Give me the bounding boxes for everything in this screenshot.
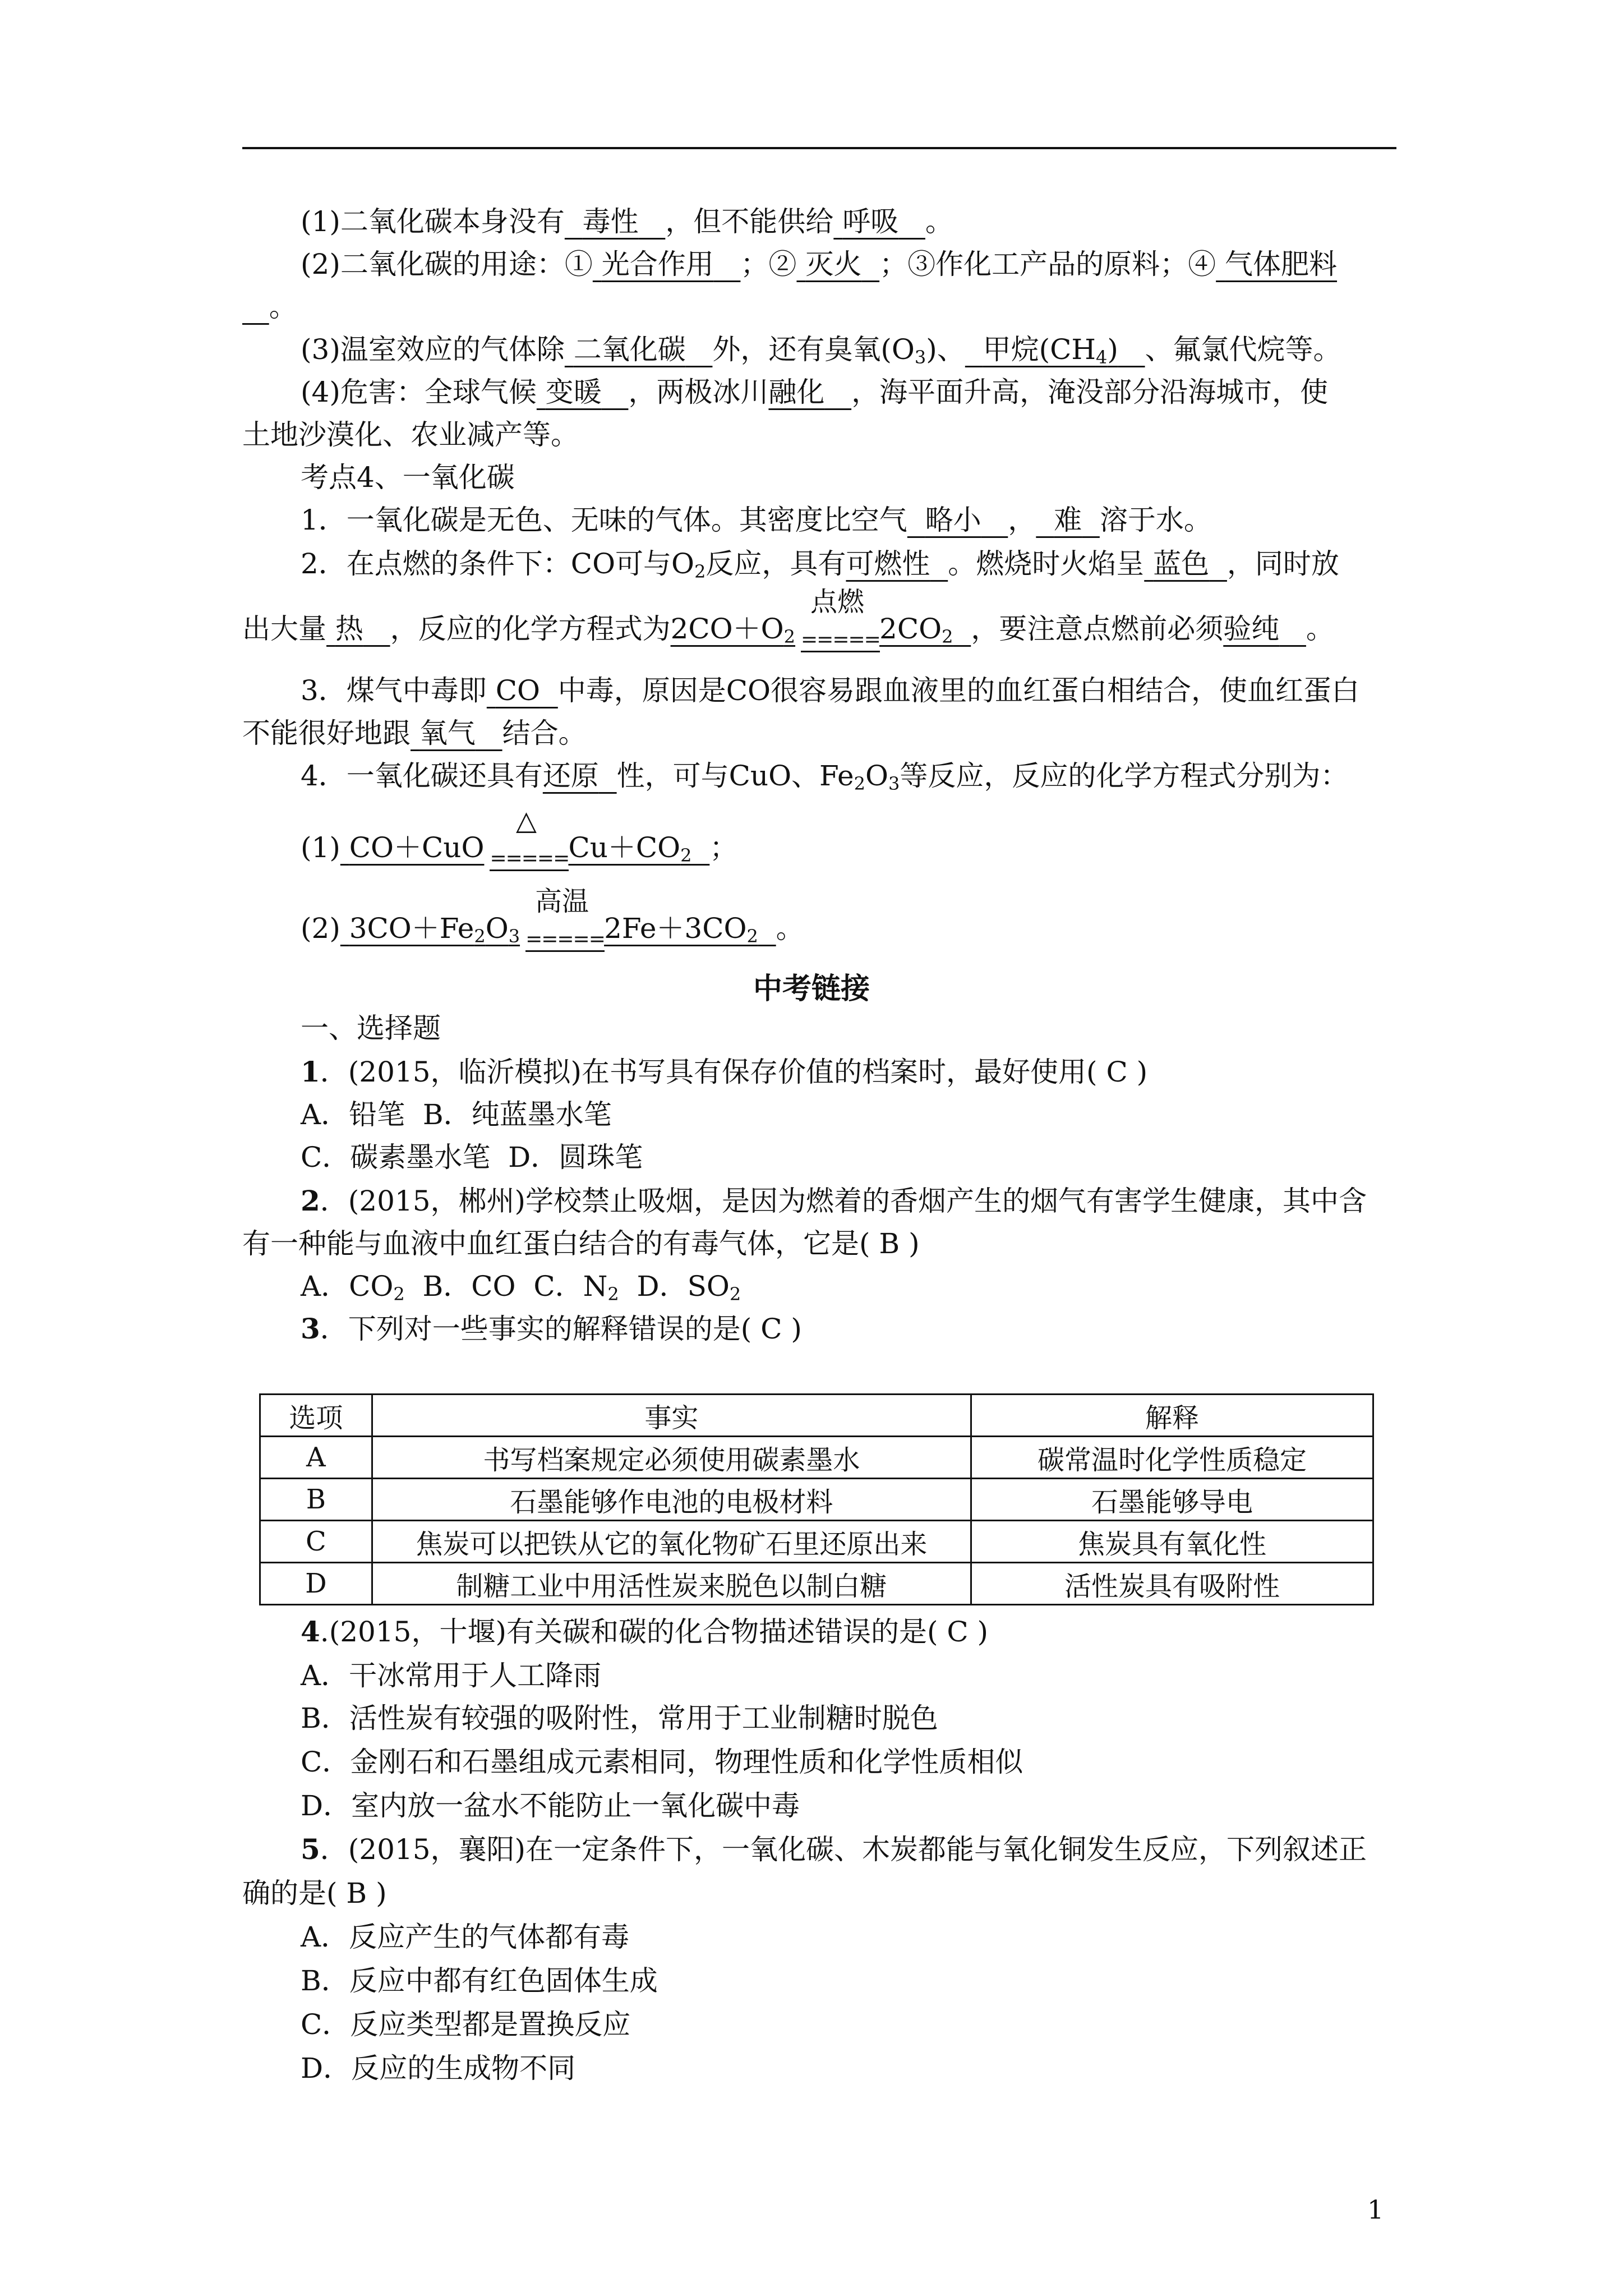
blank-answer: 呼吸: [842, 205, 899, 238]
text: 。燃烧时火焰呈: [948, 547, 1145, 580]
subscript: 3: [914, 347, 926, 368]
blank-answer: [242, 291, 269, 323]
table-cell: 碳常温时化学性质稳定: [971, 1437, 1373, 1479]
text: ；③作化工产品的原料；④: [879, 248, 1216, 280]
text-line-1: [301, 202, 953, 241]
text: 。: [925, 205, 953, 238]
table-cell: 焦炭具有氧化性: [971, 1521, 1373, 1563]
question-number: 4: [301, 1615, 320, 1648]
text: 外，还有臭氧(O: [712, 333, 915, 366]
text: )、: [926, 333, 965, 366]
text: ，要注意点燃前必须: [971, 613, 1224, 645]
blank-answer: 气体肥料: [1225, 248, 1338, 280]
text: 等反应，反应的化学方程式分别为：: [900, 760, 1349, 792]
blank-answer: 甲烷$(CH_4)$: [983, 333, 1118, 368]
option-c: C．反应类型都是置换反应: [301, 2008, 631, 2041]
table-cell: A: [260, 1437, 372, 1479]
reaction-condition: 点燃 =====: [801, 586, 880, 651]
text: 反应，具有: [706, 547, 846, 580]
text: 不能很好地跟: [242, 717, 411, 749]
blank-answer: 变暖: [545, 376, 602, 408]
reaction-condition: △ =====: [490, 805, 569, 870]
text: 4．一氧化碳还具有: [301, 760, 543, 792]
q2-options: [301, 1267, 741, 1314]
text: 2．在点燃的条件下：CO可与O: [301, 547, 695, 580]
text: 。: [1306, 613, 1334, 645]
text: (4)危害：全球气候: [301, 376, 537, 408]
answer: C: [947, 1616, 969, 1648]
text: (2): [301, 912, 340, 945]
table-cell: 石墨能够导电: [971, 1479, 1373, 1521]
text-line-4b: [242, 415, 579, 454]
option-d: D．$SO_2$: [637, 1270, 741, 1305]
text: ，同时放: [1227, 547, 1339, 580]
text: (1)二氧化碳本身没有: [301, 205, 565, 238]
section-title: 中考链接: [753, 972, 870, 1006]
text-line-2: [301, 245, 1337, 284]
text: (1): [301, 831, 340, 864]
question-3: 3．下列对一些事实的解释错误的是( C ): [301, 1312, 802, 1345]
equation: $2CO_2$: [879, 613, 953, 647]
text: ，但不能供给: [665, 205, 834, 238]
blank-answer: 难: [1054, 504, 1082, 536]
text: 中毒，原因是CO很容易跟血液里的血红蛋白相结合，使血红蛋白: [557, 674, 1360, 707]
q1-options-row-2: [301, 1138, 643, 1177]
blank-answer: 可燃性: [846, 547, 930, 580]
question-number: 1: [301, 1055, 320, 1088]
equation: $3CO+Fe_2O_3$: [349, 912, 520, 947]
question-text: .(2015，十堰)有关碳和碳的化合物描述错误的是(: [320, 1616, 938, 1648]
option-a: A．反应产生的气体都有毒: [301, 1921, 630, 1953]
text: (2)二氧化碳的用途：①: [301, 248, 593, 280]
equation: $2Fe+3CO_2$: [604, 912, 758, 947]
text: 出大量: [242, 613, 326, 645]
option-b: B．CO: [422, 1270, 516, 1303]
option-d: D．室内放一盆水不能防止一氧化碳中毒: [301, 1789, 800, 1822]
page-number: 1: [1367, 2194, 1384, 2225]
text: 3．煤气中毒即: [301, 674, 487, 707]
question-2-cont: 有一种能与血液中血红蛋白结合的有毒气体，它是( B ): [242, 1227, 920, 1260]
header-rule: [242, 147, 1396, 149]
blank-answer: 二氧化碳: [573, 333, 686, 366]
table-cell: C: [260, 1521, 372, 1563]
text-line-9: [301, 671, 1359, 710]
text: O: [865, 760, 888, 792]
equation-line-1: [301, 805, 738, 875]
text: 。: [776, 912, 804, 945]
blank-answer: 略小: [925, 504, 981, 536]
blank-answer: 灭火: [805, 248, 862, 280]
option-c: C．碳素墨水笔: [301, 1141, 491, 1174]
option-b: B．纯蓝墨水笔: [422, 1098, 612, 1131]
text-line-3: [301, 330, 1341, 377]
table-header: 解释: [971, 1395, 1373, 1437]
blank-answer: 还原: [542, 760, 599, 792]
question-number: 2: [301, 1184, 320, 1217]
facts-table: [259, 1393, 1374, 1605]
topic-heading: [301, 458, 515, 497]
question-text: ．(2015，临沂模拟)在书写具有保存价值的档案时，最好使用(: [320, 1056, 1098, 1088]
text-line-4: [301, 372, 1328, 412]
question-4: 4.(2015，十堰)有关碳和碳的化合物描述错误的是( C ): [301, 1615, 989, 1648]
option-a: A．$CO_2$: [301, 1270, 405, 1305]
text-line-8: [242, 586, 1334, 656]
question-text: 有一种能与血液中血红蛋白结合的有毒气体，它是(: [242, 1227, 870, 1260]
blank-answer: CO: [495, 674, 540, 707]
text: ，海平面升高，淹没部分沿海城市，使: [851, 376, 1329, 408]
answer: C: [760, 1313, 782, 1345]
text: 性，可与CuO、Fe: [616, 760, 854, 792]
question-number: 3: [301, 1312, 320, 1345]
table-row: [260, 1521, 1373, 1563]
blank-answer: 验纯: [1223, 613, 1280, 645]
text: 结合。: [502, 717, 587, 749]
text: ，: [1008, 504, 1036, 536]
text-line-2b: [242, 287, 297, 326]
text: 考点4、一氧化碳: [301, 461, 515, 494]
table-cell: 石墨能够作电池的电极材料: [372, 1479, 971, 1521]
equation: $2CO+O_2$: [670, 613, 796, 647]
choice-heading: 一、选择题: [301, 1012, 441, 1045]
text-line-10: [242, 714, 587, 753]
subscript: 3: [888, 773, 900, 794]
equation-line-2: [301, 886, 804, 956]
table-cell: 书写档案规定必须使用碳素墨水: [372, 1437, 971, 1479]
text: 1．一氧化碳是无色、无味的气体。其密度比空气: [301, 504, 907, 536]
option-b: B．反应中都有红色固体生成: [301, 1964, 658, 1997]
text-line-11: [301, 756, 1348, 803]
table-cell: B: [260, 1479, 372, 1521]
table-cell: D: [260, 1563, 372, 1605]
blank-answer: 融化: [768, 376, 825, 408]
question-text: ．(2015，襄阳)在一定条件下，一氧化碳、木炭都能与氧化铜发生反应，下列叙述正: [320, 1833, 1367, 1866]
question-text: ．(2015，郴州)学校禁止吸烟，是因为燃着的香烟产生的烟气有害学生健康，其中含: [320, 1185, 1367, 1217]
text: (3)温室效应的气体除: [301, 333, 565, 366]
table-row: [260, 1479, 1373, 1521]
question-number: 5: [301, 1833, 320, 1866]
option-c: C．金刚石和石墨组成元素相同，物理性质和化学性质相似: [301, 1746, 1023, 1778]
question-5: [301, 1830, 1367, 1869]
question-text: 确的是(: [242, 1877, 338, 1910]
answer: B: [879, 1227, 900, 1260]
q1-options-row-1: [301, 1095, 612, 1134]
table-header: 事实: [372, 1395, 971, 1437]
text: 土地沙漠化、农业减产等。: [242, 418, 579, 451]
option-d: D．反应的生成物不同: [301, 2052, 576, 2085]
table-row: [260, 1563, 1373, 1605]
blank-answer: 毒性: [582, 205, 639, 238]
subscript: 2: [694, 561, 706, 582]
text-line-6: [301, 500, 1212, 540]
text: ；: [709, 831, 738, 864]
table-cell: 活性炭具有吸附性: [971, 1563, 1373, 1605]
table-cell: 焦炭可以把铁从它的氧化物矿石里还原出来: [372, 1521, 971, 1563]
answer: C: [1106, 1056, 1128, 1088]
table-cell: 制糖工业中用活性炭来脱色以制白糖: [372, 1563, 971, 1605]
blank-answer: 热: [335, 613, 363, 645]
question-5-cont: 确的是( B ): [242, 1877, 387, 1910]
blank-answer: 光合作用: [601, 248, 714, 280]
option-c: C．$N_2$: [533, 1270, 619, 1305]
option-d: D．圆珠笔: [508, 1141, 643, 1174]
question-1: 1．(2015，临沂模拟)在书写具有保存价值的档案时，最好使用( C ): [301, 1055, 1148, 1088]
table-header: 选项: [260, 1395, 372, 1437]
blank-answer: 蓝色: [1153, 547, 1210, 580]
question-text: ．下列对一些事实的解释错误的是(: [320, 1313, 752, 1345]
answer: B: [346, 1877, 367, 1910]
text: 溶于水。: [1099, 504, 1212, 536]
option-b: B．活性炭有较强的吸附性，常用于工业制糖时脱色: [301, 1702, 938, 1734]
equation: $Cu+CO_2$: [568, 831, 692, 866]
text: ；②: [740, 248, 797, 280]
equation: CO＋CuO: [349, 831, 485, 864]
subscript: 2: [854, 773, 865, 794]
reaction-condition: 高温 =====: [525, 886, 605, 951]
text: 、氟氯代烷等。: [1145, 333, 1341, 366]
text: ，两极冰川: [628, 376, 769, 408]
blank-answer: 氧气: [419, 717, 476, 749]
text: ，反应的化学方程式为: [390, 613, 671, 645]
question-2: [301, 1181, 1367, 1221]
text: 。: [269, 291, 297, 323]
table-header-row: [260, 1395, 1373, 1437]
option-a: A．干冰常用于人工降雨: [301, 1659, 602, 1692]
option-a: A．铅笔: [301, 1098, 405, 1131]
table-row: [260, 1437, 1373, 1479]
